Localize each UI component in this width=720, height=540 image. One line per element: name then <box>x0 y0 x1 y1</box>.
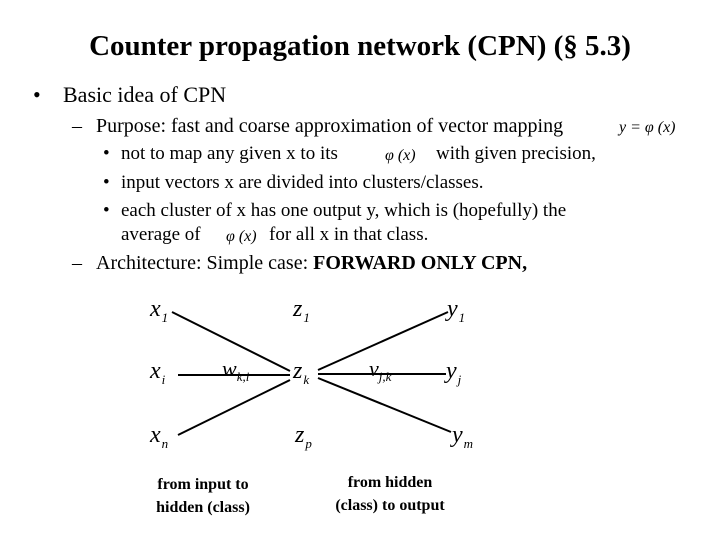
sub-item-3-line1: each cluster of x has one output y, which is (hopefully) the <box>121 200 567 221</box>
sub-bullet-dot: • <box>103 172 110 193</box>
node-zk: $z_k$ <box>293 358 310 387</box>
weight-w-label: $w_{k,i}$ <box>222 356 250 384</box>
node-xi: $x_i$ <box>150 358 166 387</box>
node-x1: $x_1$ <box>150 296 169 325</box>
sub-item-1-pre: not to map any given x to its <box>121 143 338 164</box>
node-z1: $z_1$ <box>293 296 310 325</box>
architecture-text: Architecture: Simple case: <box>96 252 314 274</box>
node-y1: $y_1$ <box>447 296 466 325</box>
node-yj: $y_j$ <box>446 358 462 387</box>
caption-hidden-to-output: from hidden (class) to output <box>335 474 445 514</box>
bullet-dot: • <box>33 82 41 107</box>
purpose-text: Purpose: fast and coarse approximation of vector mapping <box>96 115 564 137</box>
caption-input-to-hidden: from input to hidden (class) <box>156 476 250 516</box>
architecture-bold: FORWARD ONLY CPN, <box>313 252 528 274</box>
purpose-formula: y = φ (x) <box>619 119 676 136</box>
dash-marker: – <box>72 115 82 137</box>
sub-bullet-dot: • <box>103 143 110 164</box>
node-ym: $y_m$ <box>452 422 474 451</box>
sub-item-1-formula: φ (x) <box>385 147 416 164</box>
sub-item-2: input vectors x are divided into clusters/classes. <box>121 172 484 193</box>
bullet-basic-idea: Basic idea of CPN <box>63 82 227 107</box>
node-xn: $x_n$ <box>150 422 169 451</box>
sub-item-3-line2-post: for all x in that class. <box>269 224 429 245</box>
node-zp: $z_p$ <box>295 422 312 451</box>
sub-item-3-formula: φ (x) <box>226 228 257 245</box>
slide-title: Counter propagation network (CPN) (§ 5.3) <box>89 30 631 62</box>
weight-v-label: $v_{j,k}$ <box>369 356 392 384</box>
sub-item-3-line2-pre: average of <box>121 224 201 245</box>
edge-xn-to-zk <box>178 380 290 435</box>
sub-bullet-dot: • <box>103 200 110 221</box>
sub-item-1-post: with given precision, <box>436 143 596 164</box>
dash-marker: – <box>72 252 82 274</box>
edge-zk-to-ym <box>318 378 451 432</box>
